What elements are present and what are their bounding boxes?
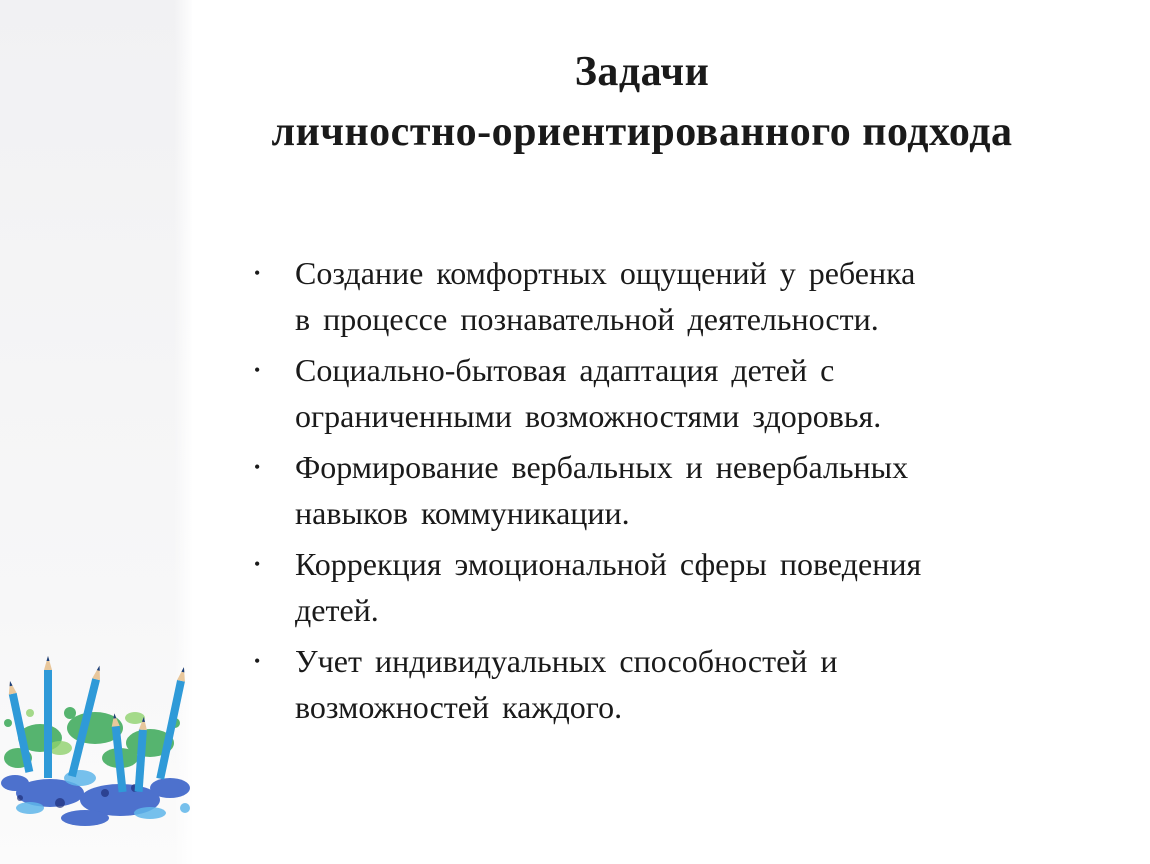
pencil-2 [44,656,52,778]
title-line-2: личностно-ориентированного подхода [271,109,1013,155]
task-item [252,638,1052,730]
pencils-illustration [0,618,196,838]
task-text-line: Учет индивидуальных способностей и [295,643,838,679]
bullet-icon: • [254,651,261,671]
task-text-line: детей. [295,592,379,628]
title-line-1: Задачи [574,49,710,95]
task-text-line: ограниченными возможностями здоровья. [295,398,882,434]
blue-shavings [1,775,190,826]
task-text-line: Социально-бытовая адаптация детей с [295,352,835,388]
task-text-line: в процессе познавательной деятельности. [295,301,879,337]
task-text-line: возможностей каждого. [295,689,623,725]
task-text-line: Создание комфортных ощущений у ребенка [295,255,916,291]
task-list [252,250,1052,735]
task-item [252,250,1052,342]
slide-title [192,42,1092,162]
task-item [252,347,1052,439]
task-text-line: Коррекция эмоциональной сферы поведения [295,546,922,582]
task-item [252,541,1052,633]
pencil-6 [156,666,188,779]
bullet-icon: • [254,263,261,283]
bullet-icon: • [254,554,261,574]
task-text-line: навыков коммуникации. [295,495,630,531]
task-item [252,444,1052,536]
task-text-line: Формирование вербальных и невербальных [295,449,909,485]
bullet-icon: • [254,360,261,380]
bullet-icon: • [254,457,261,477]
